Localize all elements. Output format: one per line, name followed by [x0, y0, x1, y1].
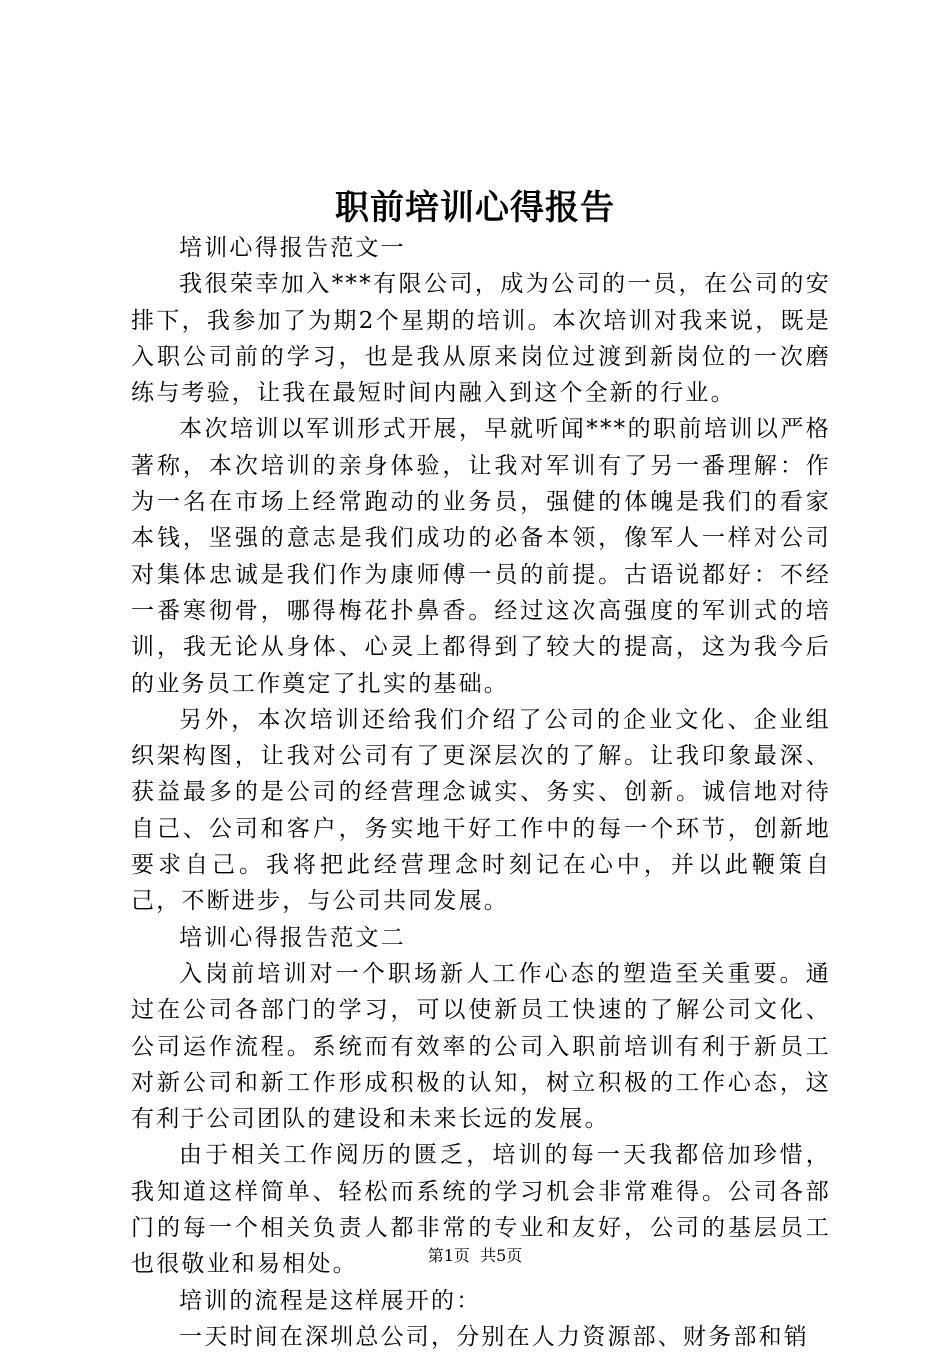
section-heading: 培训心得报告范文一	[179, 235, 406, 261]
paragraph: 一天时间在深圳总公司，分别在人力资源部、财务部和销	[179, 1323, 809, 1350]
paragraph: 我很荣幸加入***有限公司，成为公司的一员，在公司的安排下，我参加了为期2个星期的培训。本次培训对我来说，既是入职公司前的学习，也是我从原来岗位过渡到新岗位的一次磨练与考验，让我在最短时间内融入到这个全新的行业。	[131, 271, 831, 407]
footer-spacer	[470, 1246, 480, 1265]
document-title: 职前培训心得报告	[335, 188, 615, 228]
document-body	[131, 230, 831, 1355]
page-number: 第1页	[427, 1246, 470, 1265]
paragraph: 本次培训以军训形式开展，早就听闻***的职前培训以严格著称，本次培训的亲身体验，让我对军训有了另一番理解：作为一名在市场上经常跑动的业务员，强健的体魄是我们的看家本钱，坚强的意志是我们成功的必备本领，像军人一样对公司对集体忠诚是我们作为康师傅一员的前提。古语说都好：不经一番寒彻骨，哪得梅花扑鼻香。经过这次高强度的军训式的培训，我无论从身体、心灵上都得到了较大的提高，这为我今后的业务员工作奠定了扎实的基础。	[131, 416, 831, 697]
paragraph: 另外，本次培训还给我们介绍了公司的企业文化、企业组织架构图，让我对公司有了更深层次的了解。让我印象最深、获益最多的是公司的经营理念诚实、务实、创新。诚信地对待自己、公司和客户，务实地干好工作中的每一个环节，创新地要求自己。我将把此经营理念时刻记在心中，并以此鞭策自己，不断进步，与公司共同发展。	[131, 706, 831, 915]
section-heading: 培训心得报告范文二	[179, 924, 406, 951]
paragraph: 入岗前培训对一个职场新人工作心态的塑造至关重要。通过在公司各部门的学习，可以使新员工快速的了解公司文化、公司运作流程。系统而有效率的公司入职前培训有利于新员工对新公司和新工作形成积极的认知，树立积极的工作心态，这有利于公司团队的建设和未来长远的发展。	[131, 960, 831, 1133]
paragraph: 培训的流程是这样展开的：	[179, 1287, 482, 1314]
page-footer	[0, 1245, 950, 1267]
paragraph: 由于相关工作阅历的匮乏，培训的每一天我都倍加珍惜，我知道这样简单、轻松而系统的学习机会非常难得。公司各部门的每一个相关负责人都非常的专业和友好，公司的基层员工也很敬业和易相处。	[131, 1142, 831, 1278]
page-total: 共5页	[480, 1246, 523, 1265]
